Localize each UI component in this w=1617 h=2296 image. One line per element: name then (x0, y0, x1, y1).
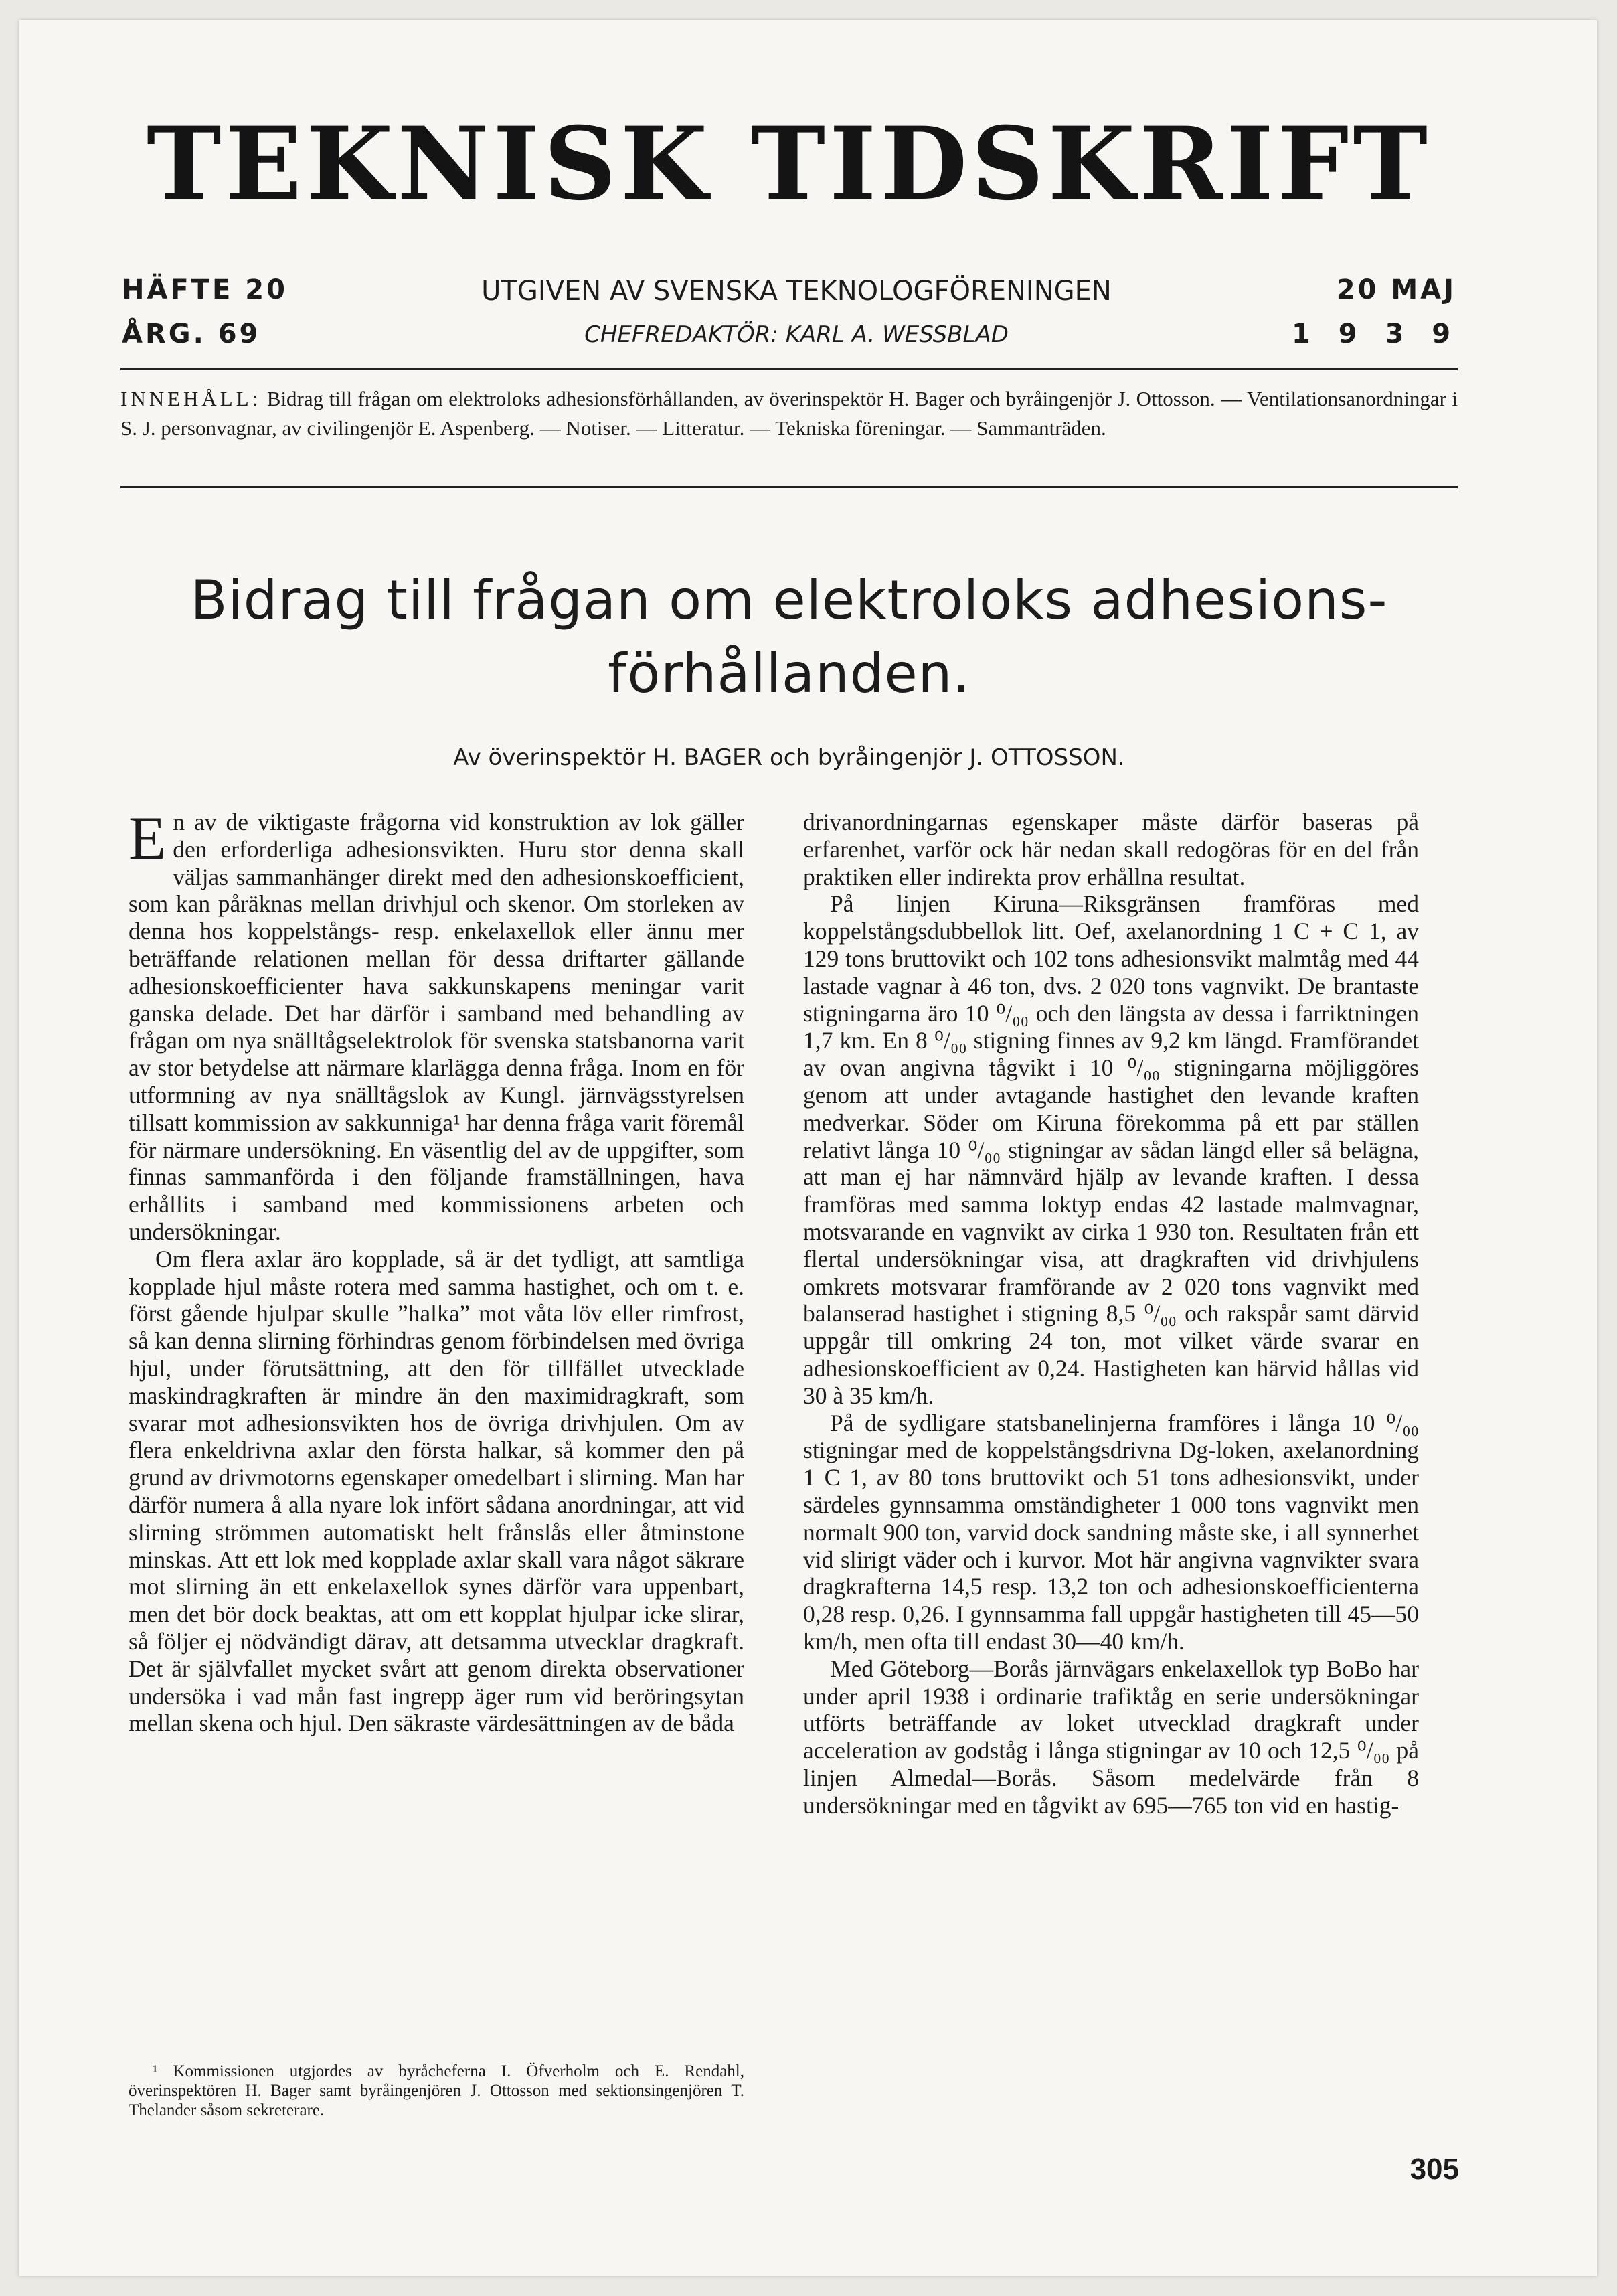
paragraph: På linjen Kiruna—Riksgränsen framföras med koppelstångsdubbellok litt. Oef, axelanordning 1 C + C 1, av 129 tons bruttovikt och 102 tons adhesionsvikt malmtåg med 44 lastade vagnar à 46 ton, dvs. 2 020 tons vagnvikt. De brantaste stigningarna äro 10 ⁰/₀₀ och den längsta av dessa i farriktningen 1,7 km. En 8 ⁰/₀₀ stigning finnes av 9,2 km längd. Framförandet av ovan angivna tågvikt i 10 ⁰/₀₀ stigningarna möjliggöres genom att under avtagande hastighet den levande kraften medverkar. Söder om Kiruna förekomma på ett par ställen relativt långa 10 ⁰/₀₀ stigningar av sådan längd eller så belägna, att man ej har nämnvärd hjälp av levande kraften. I dessa framföras med samma loktyp endas 42 lastade malmvagnar, motsvarande en vagnvikt av cirka 1 930 ton. Resultaten från ett flertal undersökningar visa, att dragkraften vid drivhjulens omkrets motsvarar framförande av 2 020 tons vagnvikt med balanserad hastighet i stigning 8,5 ⁰/₀₀ och rakspår samt därvid uppgår till omkring 24 ton, mot vilket värde svarar en adhesionskoefficient av 0,24. Hastigheten kan härvid hållas vid 30 à 35 km/h. (803, 890, 1419, 1409)
paragraph: drivanordningarnas egenskaper måste därför baseras på erfarenhet, varför ock här nedan skall redogöras för en del från praktiken eller indirekta prov erhållna resultat. (803, 809, 1419, 890)
drop-cap: E (129, 804, 167, 872)
article-authors: Av överinspektör H. BAGER och byråingenjör J. OTTOSSON. (453, 744, 1125, 771)
contents-text: Bidrag till frågan om elektroloks adhesionsförhållanden, av överinspektör H. Bager och byråingenjör J. Ottosson. — Ventilationsanordningar i S. J. personvagnar, av civilingenjör E. Aspenberg. — Notiser. — Litteratur. — Tekniska föreningar. — Sammanträden. (120, 387, 1458, 440)
issue-year: 1 9 3 9 (1292, 319, 1460, 349)
masthead-title: TEKNISK TIDSKRIFT (146, 105, 1432, 223)
header-rule-bottom (120, 486, 1458, 488)
paragraph: En av de viktigaste frågorna vid konstruktion av lok gäller den erforderliga adhesionsvikten. Huru stor denna skall väljas sammanhänger direkt med den adhesionskoefficient, som kan påräknas mellan drivhjul och skenor. Om storleken av denna hos koppelstångs- resp. enkelaxellok eller ännu mer beträffande relationen mellan för dessa driftarter gällande adhesionskoefficienter hava sakkunskapens meningar varit ganska delade. Det har därför i samband med behandling av frågan om nya snälltågselektrolok för svenska statsbanorna varit av stor betydelse att närmare klarlägga denna fråga. Inom en för utformning av nya snälltågslok av Kungl. järnvägsstyrelsen tillsatt kommission av sakkunniga¹ har denna fråga varit föremål för närmare undersökning. En väsentlig del av de uppgifter, som finnas sammanförda i den följande framställningen, hava erhållits i samband med kommissionens arbeten och undersökningar. (129, 804, 744, 1245)
paragraph: Med Göteborg—Borås järnvägars enkelaxellok typ BoBo har under april 1938 i ordinarie trafiktåg en serie undersökningar utförts beträffande av loket utvecklad dragkraft under acceleration av godståg i långa stigningar av 10 och 12,5 ⁰/₀₀ på linjen Almedal—Borås. Såsom medelvärde från 8 undersökningar med en tågvikt av 695—765 ton vid en hastig- (803, 1655, 1419, 1819)
paragraph: På de sydligare statsbanelinjerna framföres i långa 10 ⁰/₀₀ stigningar med de koppelstångsdrivna Dg-loken, axelanordning 1 C 1, av 80 tons bruttovikt och 51 tons adhesionsvikt, under särdeles gynnsamma omständigheter 1 000 tons vagnvikt men normalt 900 ton, varvid dock sandning måste ske, i all synnerhet vid slirigt väder och i kurvor. Mot här angivna vagnvikter svara dragkrafterna 14,5 resp. 13,2 ton och adhesionskoefficienterna 0,28 resp. 0,26. I gynnsamma fall uppgår hastigheten till 45—50 km/h, men ofta till endast 30—40 km/h. (803, 1409, 1419, 1655)
issue-number: HÄFTE 20 (122, 274, 288, 305)
header-rule-top (120, 368, 1458, 370)
contents-label: INNEHÅLL: (120, 387, 262, 410)
table-of-contents (120, 384, 1458, 443)
paragraph: Om flera axlar äro kopplade, så är det tydligt, att samtliga kopplade hjul måste rotera med samma hastighet, och om t. e. först gående hjulpar skulle ”halka” mot våta löv eller rimfrost, så kan denna slirning förhindras genom förbindelsen med övriga hjul, under förutsättning, att den för tillfället utvecklade maskindragkraften är mindre än den maximidragkraft, som svarar mot adhesionsvikten hos de övriga drivhjulen. Om av flera enkeldrivna axlar den första halkar, så kommer den på grund av drivmotorns egenskaper omedelbart i slirning. Man har därför numera å alla nyare lok infört sådana anordningar, att vid slirning strömmen automatiskt helt frånslås eller åtminstone minskas. Att ett lok med kopplade axlar skall vara något säkrare mot slirning än ett enkelaxellok synes därför vara uppenbart, men det bör dock beaktas, att om ett kopplat hjulpar icke slirar, så följer ej nödvändigt därav, att detsamma utvecklar dragkraft. Det är självfallet mycket svårt att genom direkta observationer undersöka i vad mån fast ingrepp äger rum vid beröringsytan mellan skena och hjul. Den säkraste värdesättningen av de båda (129, 1245, 744, 1737)
issue-date: 20 MAJ (1336, 274, 1456, 305)
left-column (129, 804, 744, 1737)
volume-number: ÅRG. 69 (122, 319, 261, 349)
right-column (803, 809, 1419, 1819)
article-title: Bidrag till frågan om elektroloks adhesions-förhållanden. (190, 569, 1388, 705)
page-number: 305 (1410, 2153, 1459, 2186)
footnote: ¹ Kommissionen utgjordes av byråcheferna I. Öfverholm och E. Rendahl, överinspektören H. Bager samt byråingenjören J. Ottosson med sektionsingenjören T. Thelander såsom sekreterare. (129, 2062, 744, 2119)
editor-line: CHEFREDAKTÖR: KARL A. WESSBLAD (584, 321, 1009, 348)
publisher-line: UTGIVEN AV SVENSKA TEKNOLOGFÖRENINGEN (481, 276, 1112, 307)
